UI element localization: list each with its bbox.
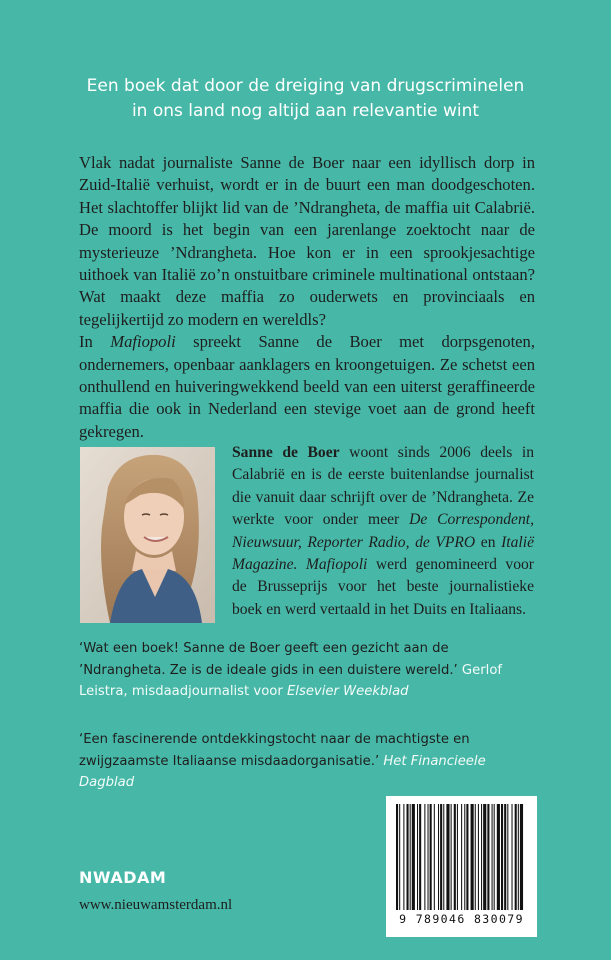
review-quote-1 <box>79 638 537 703</box>
barcode-bar <box>507 804 508 910</box>
barcode-bar <box>428 804 429 910</box>
barcode-bar <box>396 804 398 910</box>
barcode-bar <box>464 804 465 910</box>
barcode-bar <box>494 804 495 910</box>
author-name: Sanne de Boer <box>232 444 340 461</box>
barcode-bar <box>410 804 411 910</box>
barcode-bar <box>403 804 404 910</box>
blurb-paragraph-2 <box>79 331 535 443</box>
author-portrait-image <box>80 447 215 623</box>
barcode-bar <box>512 804 513 910</box>
barcode-bar <box>481 804 482 910</box>
quote-2-text: ‘Een fascinerende ontdekkingstocht naar de machtigste en zwijgzaamste Italiaanse misdaadorganisatie.’ <box>79 732 470 769</box>
barcode-bar <box>424 804 425 910</box>
barcode-bar <box>412 804 415 910</box>
book-title-italic: Mafiopoli <box>110 332 176 352</box>
publisher-logo: NWADAM <box>79 868 167 887</box>
blurb <box>79 152 535 443</box>
barcode-bar <box>471 804 474 910</box>
barcode-bar <box>492 804 493 910</box>
barcode-bar <box>478 804 479 910</box>
tagline-line-1: Een boek dat door de dreiging van drugscriminelen <box>86 76 525 96</box>
tagline-line-2: in ons land nog altijd aan relevantie wint <box>131 101 480 121</box>
barcode-bar <box>518 804 519 910</box>
quote-1-source: Elsevier Weekblad <box>286 684 409 699</box>
isbn-number: 9 789046 830079 <box>399 912 524 926</box>
barcode-bar <box>443 804 444 910</box>
author-bio <box>232 442 534 621</box>
barcode-bar <box>457 804 458 910</box>
barcode-bar <box>520 804 523 910</box>
barcode-bar <box>497 804 500 910</box>
barcode-bar <box>487 804 489 910</box>
bio-magazine-italic: Italië Magazine. Mafiopoli <box>232 533 534 574</box>
blurb-p2-rest: spreekt Sanne de Boer met dorpsgenoten, ondernemers, openbaar aanklagers en kroongetuigen. Ze schetst een onthullend en huiveringwekkend beeld van een uiterst geraffineerde maffia die ook in Nederland een stevige voet aan de grond heeft gekregen. <box>79 332 535 441</box>
barcode-bar <box>440 804 442 910</box>
tagline <box>0 74 611 124</box>
barcode-bar <box>417 804 418 910</box>
review-quote-2 <box>79 729 537 794</box>
barcode-bar <box>466 804 468 910</box>
bio-text-3: werd genomineerd voor de Brusseprijs voor het beste journalistieke boek en werd vertaald in het Duits en Italiaans. <box>232 556 534 618</box>
barcode-bar <box>438 804 439 910</box>
barcode-bar <box>407 804 409 910</box>
barcode-bar <box>419 804 421 910</box>
barcode-bar <box>434 804 435 910</box>
barcode-bar <box>461 804 462 910</box>
bio-text-2: en <box>475 533 502 551</box>
quote-1-attribution: Gerlof Leistra, misdaadjournalist voor <box>79 662 503 699</box>
barcode-bar <box>430 804 432 910</box>
isbn-barcode <box>386 796 537 937</box>
quote-2-source: Het Financieele Dagblad <box>79 753 486 790</box>
author-photo <box>80 447 215 623</box>
bio-text-1: woont sinds 2006 deels in Calabrië en is de eerste buitenlandse journalist die vanuit daar schrijft over de ’Ndrangheta. Ze werkte voor onder meer <box>232 444 534 529</box>
barcode-bar <box>399 804 400 910</box>
author-bio-text <box>232 442 534 621</box>
barcode-bar <box>483 804 486 910</box>
publisher-website-link[interactable]: www.nieuwamsterdam.nl <box>79 897 233 913</box>
barcode-bar <box>454 804 456 910</box>
barcode-bar <box>446 804 449 910</box>
barcode-bar <box>504 804 506 910</box>
barcode-bar <box>501 804 503 910</box>
quote-1-text: ‘Wat een boek! Sanne de Boer geeft een gezicht aan de ’Ndrangheta. Ze is de ideale gids in een duistere wereld.’ <box>79 641 462 678</box>
barcode-bar <box>475 804 476 910</box>
barcode-bar <box>515 804 517 910</box>
blurb-paragraph-1: Vlak nadat journaliste Sanne de Boer naar een idyllisch dorp in Zuid-Italië verhuist, wordt er in de buurt een man doodgeschoten. Het slachtoffer blijkt lid van de ’Ndrangheta, de maffia uit Calabrië. De moord is het begin van een jarenlange zoektocht naar de mysterieuze ’Ndrangheta. Hoe kon er in een sprookjesachtige uithoek van Italië zo’n onstuitbare criminele multinational ontstaan? Wat maakt deze maffia zo ouderwets en provinciaals en tegelijkertijd zo modern en wereldls? <box>79 153 535 329</box>
bio-outlets-italic: De Correspondent, Nieuwsuur, Reporter Radio, de VPRO <box>232 511 534 551</box>
barcode-bar <box>451 804 452 910</box>
barcode-bars <box>394 804 529 912</box>
blurb-p2-start: In <box>79 332 111 352</box>
